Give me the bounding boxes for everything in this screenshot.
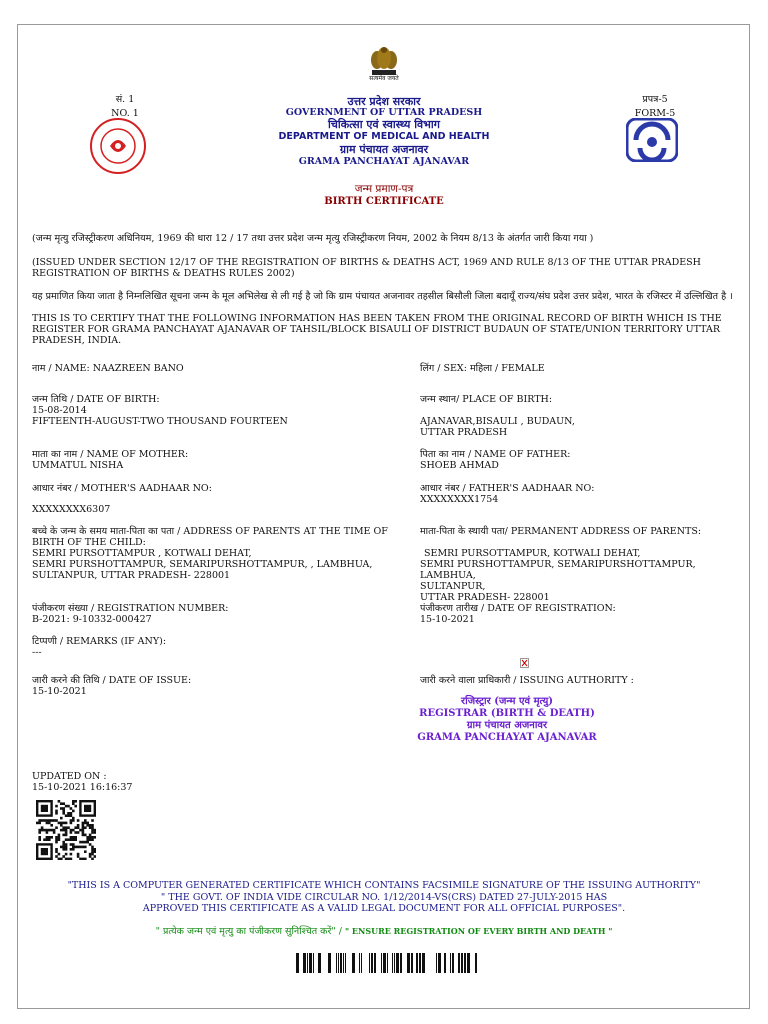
name-label: नाम / NAME:	[32, 363, 90, 374]
reg-no-value: B-2021: 9-10332-000427	[32, 614, 152, 625]
registration-number-block	[32, 603, 402, 625]
issue-date-block	[32, 675, 402, 697]
sex-label: लिंग / SEX:	[420, 363, 467, 374]
panchayat-hindi: ग्राम पंचायत अजनावर	[339, 143, 429, 156]
title-hindi: जन्म प्रमाण-पत्र	[354, 183, 414, 195]
reg-date-label: पंजीकरण तारीख / DATE OF REGISTRATION:	[420, 603, 616, 614]
govt-english: GOVERNMENT OF UTTAR PRADESH	[285, 107, 483, 118]
certify-english: THIS IS TO CERTIFY THAT THE FOLLOWING INFORMATION HAS BEEN TAKEN FROM THE ORIGINAL RECORD OF BIRTH WHICH IS THE REGISTER FOR GRAMA PANCHAYAT AJANAVAR OF TAHSIL/BLOCK BISAULI OF DISTRICT BUDAUN OF STATE/UNION TERRITORY UTTAR PRADESH, INDIA.	[32, 313, 722, 346]
issued-under-english: (ISSUED UNDER SECTION 12/17 OF THE REGISTRATION OF BIRTHS & DEATHS ACT, 1969 AND RULE 8/13 OF THE UTTAR PRADESH REGISTRATION OF BIRTHS & DEATHS RULES 2002)	[32, 257, 701, 279]
registrar-panchayat-hindi: ग्राम पंचायत अजनावर	[466, 720, 548, 731]
mother-aadhaar-label: आधार नंबर / MOTHER'S AADHAAR NO:	[32, 483, 212, 494]
certify-hindi: यह प्रमाणित किया जाता है निम्नलिखित सूचना जन्म के मूल अभिलेख से ली गई है जो कि ग्राम पंचायत अजनावर तहसील बिसौली जिला बदायूँ राज्य/संघ प्रदेश उत्तर प्रदेश, भारत के रजिस्टर में उल्लिखित है ।	[32, 291, 733, 302]
parents-address-line3: SULTANPUR, UTTAR PRADESH- 228001	[32, 570, 231, 581]
up-government-seal-icon	[88, 116, 148, 176]
govt-hindi: उत्तर प्रदेश सरकार	[347, 95, 421, 108]
form-no-hindi: प्रपत्र-5	[642, 94, 668, 105]
footer-line1: "THIS IS A COMPUTER GENERATED CERTIFICATE WHICH CONTAINS FACSIMILE SIGNATURE OF THE ISSUING AUTHORITY"	[67, 880, 701, 891]
name-row	[32, 363, 392, 374]
pob-label: जन्म स्थान/ PLACE OF BIRTH:	[420, 394, 553, 405]
updated-block	[32, 771, 232, 793]
panchayat-english: GRAMA PANCHAYAT AJANAVAR	[298, 156, 470, 167]
issued-under-hindi: (जन्म मृत्यु रजिस्ट्रीकरण अधिनियम, 1969 की धारा 12 / 17 तथा उत्तर प्रदेश जन्म मृत्यु रजिस्ट्रीकरण नियम, 2002 के नियम 8/13 के अंतर्गत जारी किया गया )	[32, 233, 594, 244]
mother-aadhaar-block	[32, 483, 402, 515]
emblem-motto: सत्यमेव जयते	[369, 75, 399, 82]
issuing-authority-label: जारी करने वाला प्राधिकारी / ISSUING AUTHORITY :	[420, 675, 634, 686]
remarks-label: टिप्पणी / REMARKS (IF ANY):	[32, 636, 167, 647]
permanent-address-line1: SEMRI PURSOTTAMPUR, KOTWALI DEHAT,	[424, 548, 641, 559]
remarks-value: ---	[32, 647, 42, 658]
form-no-english: FORM-5	[634, 108, 676, 119]
issue-date-value: 15-10-2021	[32, 686, 87, 697]
father-aadhaar-block	[420, 483, 740, 505]
mother-block	[32, 449, 402, 471]
father-label: पिता का नाम / NAME OF FATHER:	[420, 449, 571, 460]
parents-address-label: बच्चे के जन्म के समय माता-पिता का पता / ADDRESS OF PARENTS AT THE TIME OF BIRTH OF THE CHILD:	[32, 526, 388, 548]
father-value: SHOEB AHMAD	[420, 460, 499, 471]
footer-slogan	[30, 925, 738, 938]
qr-code	[36, 800, 96, 860]
parents-address-block	[32, 526, 394, 581]
updated-value: 15-10-2021 16:16:37	[32, 782, 133, 793]
permanent-address-label: माता-पिता के स्थायी पता/ PERMANENT ADDRESS OF PARENTS:	[420, 526, 702, 537]
mother-aadhaar-value: XXXXXXXX6307	[32, 504, 111, 515]
registrar-hindi: रजिस्ट्रार (जन्म एवं मृत्यु)	[461, 696, 553, 707]
footer-line2: " THE GOVT. OF INDIA VIDE CIRCULAR NO. 1/12/2014-VS(CRS) DATED 27-JULY-2015 HAS	[160, 891, 608, 903]
permanent-address-line2: SEMRI PURSHOTTAMPUR, SEMARIPURSHOTTAMPUR, LAMBHUA,	[420, 559, 696, 581]
issue-date-label: जारी करने की तिथि / DATE OF ISSUE:	[32, 675, 192, 686]
parents-address-line2: SEMRI PURSHOTTAMPUR, SEMARIPURSHOTTAMPUR, , LAMBHUA,	[32, 559, 373, 570]
registrar-panchayat-english: GRAMA PANCHAYAT AJANAVAR	[417, 732, 597, 743]
serial-no-hindi: सं. 1	[115, 94, 135, 105]
crs-logo-icon	[626, 118, 678, 162]
father-aadhaar-label: आधार नंबर / FATHER'S AADHAAR NO:	[420, 483, 595, 494]
dob-label: जन्म तिथि / DATE OF BIRTH:	[32, 394, 160, 405]
dob-value: 15-08-2014	[32, 405, 87, 416]
dob-words: FIFTEENTH-AUGUST-TWO THOUSAND FOURTEEN	[32, 416, 288, 427]
dept-english: DEPARTMENT OF MEDICAL AND HEALTH	[278, 131, 490, 142]
footer-line3: APPROVED THIS CERTIFICATE AS A VALID LEGAL DOCUMENT FOR ALL OFFICIAL PURPOSES".	[142, 903, 626, 914]
remarks-block	[32, 636, 402, 658]
updated-label: UPDATED ON :	[32, 771, 107, 782]
permanent-address-line3: SULTANPUR,	[420, 581, 486, 592]
sex-value: महिला / FEMALE	[469, 363, 545, 374]
registrar-block	[412, 696, 602, 744]
pob-line2: UTTAR PRADESH	[420, 427, 508, 438]
reg-no-label: पंजीकरण संख्या / REGISTRATION NUMBER:	[32, 603, 229, 614]
mother-value: UMMATUL NISHA	[32, 460, 124, 471]
pob-block	[420, 394, 740, 438]
mother-label: माता का नाम / NAME OF MOTHER:	[32, 449, 189, 460]
father-aadhaar-value: XXXXXXXX1754	[420, 494, 499, 505]
serial-no-english: NO. 1	[111, 108, 139, 119]
slogan-english: " ENSURE REGISTRATION OF EVERY BIRTH AND DEATH "	[344, 926, 613, 936]
name-value: NAAZREEN BANO	[92, 363, 184, 374]
dob-block	[32, 394, 402, 427]
father-block	[420, 449, 740, 471]
slogan-hindi: " प्रत्येक जन्म एवं मृत्यु का पंजीकरण सुनिश्चित करें" /	[155, 926, 342, 937]
permanent-address-line4: UTTAR PRADESH- 228001	[420, 592, 550, 603]
dept-hindi: चिकित्सा एवं स्वास्थ्य विभाग	[328, 118, 440, 131]
permanent-address-block	[420, 526, 740, 603]
reg-date-value: 15-10-2021	[420, 614, 475, 625]
footer-notice	[30, 880, 738, 915]
signature-image-placeholder	[520, 658, 529, 668]
pob-line1: AJANAVAR,BISAULI , BUDAUN,	[420, 416, 575, 427]
title-english: BIRTH CERTIFICATE	[324, 196, 444, 207]
barcode	[294, 953, 478, 973]
sex-row	[420, 363, 740, 374]
parents-address-line1: SEMRI PURSOTTAMPUR , KOTWALI DEHAT,	[32, 548, 252, 559]
registrar-english: REGISTRAR (BIRTH & DEATH)	[419, 708, 595, 719]
registration-date-block	[420, 603, 740, 625]
